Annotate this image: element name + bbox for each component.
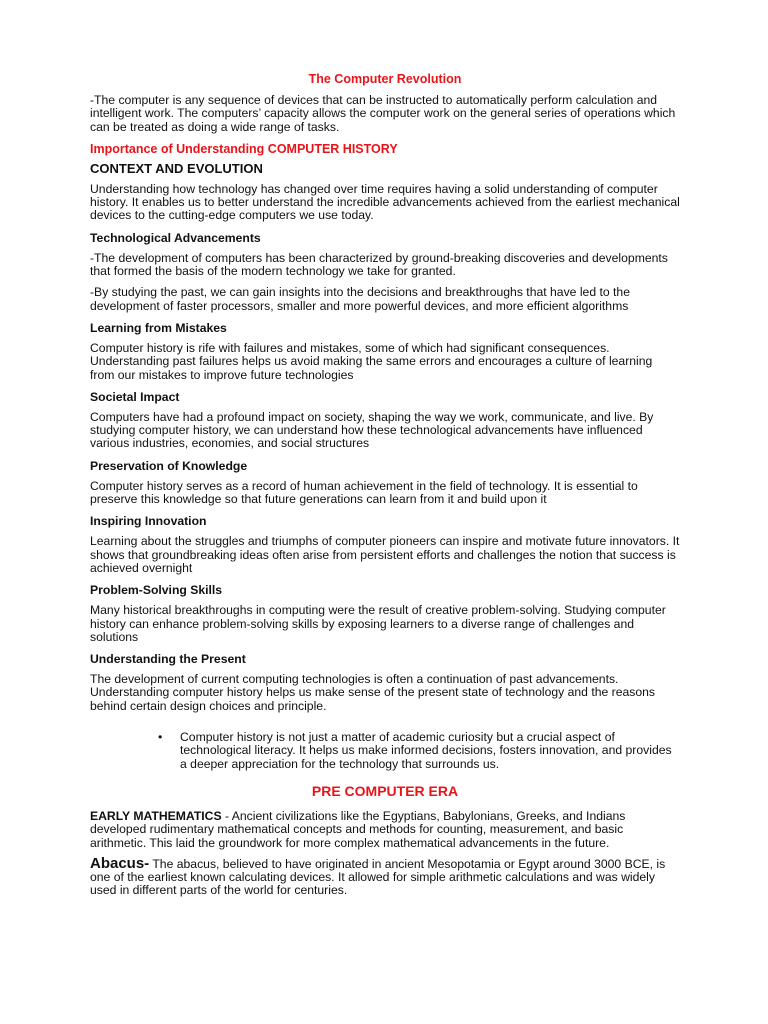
context-heading: CONTEXT AND EVOLUTION xyxy=(90,160,263,176)
present-paragraph: The development of current computing technologies is often a continuation of past advancements. Understanding computer history helps us make sense of the present state of technology and the reasons behind certain design choices and principle. xyxy=(90,672,656,713)
abacus-term: Abacus- xyxy=(90,854,150,872)
preservation-paragraph: Computer history serves as a record of human achievement in the field of technology. It is essential to preserve this knowledge so that future generations can learn from it and build upon it xyxy=(90,478,638,507)
intro-paragraph: -The computer is any sequence of devices that can be instructed to automatically perform calculation and intelligent work. The computers’ capacity allows the computer work on the general series of operations which can be treated as doing a wide range of tasks. xyxy=(90,93,676,134)
problem-solving-heading: Problem-Solving Skills xyxy=(90,583,223,598)
tech-heading: Technological Advancements xyxy=(90,230,261,245)
innovation-paragraph: Learning about the struggles and triumphs of computer pioneers can inspire and motivate future innovators. It shows that groundbreaking ideas often arise from persistent efforts and challenges the notion that success is achieved overnight xyxy=(90,534,680,575)
importance-heading: Importance of Understanding COMPUTER HISTORY xyxy=(90,141,398,156)
present-heading: Understanding the Present xyxy=(90,652,246,667)
document-body xyxy=(90,72,680,906)
problem-solving-paragraph: Many historical breakthroughs in computing were the result of creative problem-solving. Studying computer history can enhance problem-solving skills by exposing learners to a diverse range of challenges and solutions xyxy=(90,603,666,644)
early-math-text: - Ancient civilizations like the Egyptians, Babylonians, Greeks, and Indians developed rudimentary mathematical concepts and methods for counting, measurement, and basic arithmetic. This laid the groundwork for more complex mathematical advancements in the future. xyxy=(90,808,626,850)
context-paragraph: Understanding how technology has changed over time requires having a solid understanding of computer history. It enables us to better understand the incredible advancements achieved from the earliest mechanical devices to the cutting-edge computers we use today. xyxy=(90,181,680,223)
mistakes-heading: Learning from Mistakes xyxy=(90,320,227,335)
abacus-text: The abacus, believed to have originated in ancient Mesopotamia or Egypt around 3000 BCE, is one of the earliest known calculating devices. It allowed for simple arithmetic calculations and was widely used in different parts of the world for centuries. xyxy=(90,856,666,898)
era-heading: PRE COMPUTER ERA xyxy=(311,782,459,799)
abacus-paragraph xyxy=(90,854,680,898)
mistakes-paragraph: Computer history is rife with failures and mistakes, some of which had significant consequences. Understanding past failures helps us avoid making the same errors and encourages a culture of learning from our mistakes to improve future technologies xyxy=(90,340,653,382)
summary-bullet-list xyxy=(90,731,680,771)
preservation-heading: Preservation of Knowledge xyxy=(90,458,248,473)
early-math-term: EARLY MATHEMATICS xyxy=(90,808,222,823)
bullet-text: Computer history is not just a matter of academic curiosity but a crucial aspect of technological literacy. It helps us make informed decisions, fosters innovation, and provides a deeper appreciation for the technology that surrounds us. xyxy=(180,730,672,771)
list-item xyxy=(158,730,680,771)
tech-paragraph-1: -The development of computers has been characterized by ground-breaking discoveries and developments that formed the basis of the modern technology we take for granted. xyxy=(90,250,668,279)
societal-paragraph: Computers have had a profound impact on society, shaping the way we work, communicate, and live. By studying computer history, we can understand how these technological advancements have influenced various industries, economies, and social structures xyxy=(90,409,654,451)
innovation-heading: Inspiring Innovation xyxy=(90,514,207,529)
early-math-paragraph xyxy=(90,810,680,850)
tech-paragraph-2: -By studying the past, we can gain insights into the decisions and breakthroughs that have led to the development of faster processors, smaller and more powerful devices, and more efficient algorithms xyxy=(90,285,630,313)
bullet-icon: • xyxy=(158,730,163,745)
societal-heading: Societal Impact xyxy=(90,389,180,404)
document-title: The Computer Revolution xyxy=(308,72,462,86)
